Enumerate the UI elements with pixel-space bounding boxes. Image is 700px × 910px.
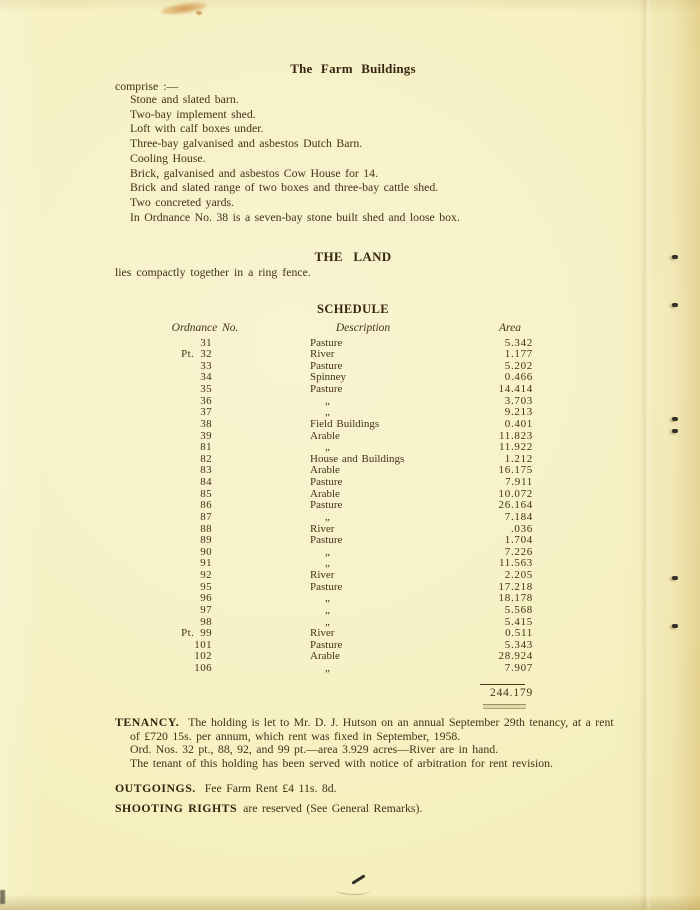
description-cell: Pasture bbox=[310, 534, 343, 547]
area-cell: 5.202 bbox=[504, 359, 533, 372]
description-cell: Pasture bbox=[310, 336, 343, 349]
list-item: In Ordnance No. 38 is a seven-bay stone built shed and loose box. bbox=[130, 209, 460, 224]
description-cell: Arable bbox=[310, 429, 340, 442]
ordnance-no: 101 bbox=[194, 638, 212, 651]
total-double-rule bbox=[483, 704, 526, 709]
ordnance-no-cell bbox=[130, 663, 212, 675]
area-cell: 11.922 bbox=[498, 441, 533, 454]
description-cell: House and Buildings bbox=[310, 452, 405, 465]
table-row bbox=[130, 547, 533, 559]
shooting-rights-label: SHOOTING RIGHTS bbox=[115, 801, 238, 815]
area-cell: 16.175 bbox=[498, 464, 533, 477]
area-cell: 7.184 bbox=[504, 510, 533, 523]
rust-stain-dot bbox=[196, 11, 202, 15]
ordnance-no: 106 bbox=[194, 662, 212, 674]
ordnance-no: 95 bbox=[200, 580, 212, 593]
description-cell: „ bbox=[325, 406, 330, 419]
area-cell: 5.342 bbox=[504, 336, 533, 349]
table-row bbox=[130, 419, 533, 431]
ordnance-no: 88 bbox=[200, 522, 212, 535]
ordnance-no: 34 bbox=[200, 371, 212, 384]
area-cell: 3.703 bbox=[504, 394, 533, 407]
list-item: Two concreted yards. bbox=[130, 194, 235, 209]
table-row bbox=[130, 349, 533, 361]
area-cell: 28.924 bbox=[498, 650, 533, 663]
pt-prefix: Pt. bbox=[181, 348, 195, 361]
rust-stain bbox=[159, 0, 208, 17]
ordnance-no: 35 bbox=[200, 383, 212, 395]
description-cell: River bbox=[310, 522, 335, 535]
ordnance-no: 90 bbox=[200, 545, 212, 558]
description-cell: „ bbox=[325, 662, 330, 674]
description-cell: Pasture bbox=[310, 359, 343, 372]
shooting-rights-text: are reserved (See General Remarks). bbox=[243, 801, 423, 815]
description-cell: „ bbox=[325, 557, 330, 570]
ordnance-no: 97 bbox=[200, 603, 212, 616]
description-cell: „ bbox=[325, 615, 330, 628]
area-cell: 1.704 bbox=[504, 534, 533, 547]
area-cell: 5.415 bbox=[504, 615, 533, 628]
description-cell: Arable bbox=[310, 464, 340, 477]
description-cell: Pasture bbox=[310, 580, 343, 593]
list-item: Brick and slated range of two boxes and three-bay cattle shed. bbox=[130, 180, 439, 195]
area-cell: 26.164 bbox=[498, 499, 533, 512]
table-row bbox=[130, 651, 533, 663]
binding-mark bbox=[672, 429, 678, 433]
ordnance-no: 99 bbox=[200, 627, 212, 640]
description-cell: „ bbox=[325, 592, 330, 605]
tenancy-note-1: Ord. Nos. 32 pt., 88, 92, and 99 pt.—area 3.929 acres—River are in hand. bbox=[130, 742, 499, 757]
table-row bbox=[130, 431, 533, 443]
ordnance-no: 84 bbox=[200, 476, 212, 488]
description-cell: Pasture bbox=[310, 638, 343, 651]
tenancy-note-2: The tenant of this holding has been served with notice of arbitration for rent revision. bbox=[130, 755, 553, 770]
ordnance-no: 92 bbox=[200, 569, 212, 581]
schedule-table bbox=[130, 322, 533, 722]
table-row bbox=[130, 605, 533, 617]
the-land-heading: THE LAND bbox=[314, 249, 392, 264]
shooting-rights-section bbox=[115, 801, 422, 816]
area-cell: 1.177 bbox=[504, 348, 533, 361]
binding-mark bbox=[672, 624, 678, 628]
tenancy-label: TENANCY. bbox=[115, 715, 180, 729]
table-row bbox=[130, 663, 533, 675]
list-item: Cooling House. bbox=[130, 150, 206, 165]
pt-prefix: Pt. bbox=[181, 627, 195, 640]
schedule-rows bbox=[130, 338, 533, 675]
ordnance-no: 82 bbox=[200, 452, 212, 465]
area-cell: 17.218 bbox=[498, 580, 533, 593]
area-cell: 0.466 bbox=[504, 371, 533, 384]
description-cell: „ bbox=[325, 441, 330, 454]
table-row bbox=[130, 396, 533, 408]
ordnance-no: 36 bbox=[200, 394, 212, 407]
outgoings-text: Fee Farm Rent £4 11s. 8d. bbox=[204, 781, 337, 795]
area-cell: 2.205 bbox=[504, 569, 533, 581]
area-cell: 14.414 bbox=[498, 383, 533, 395]
table-row bbox=[130, 570, 533, 582]
description-cell: Spinney bbox=[310, 371, 347, 384]
description-cell: „ bbox=[325, 545, 330, 558]
description-cell: „ bbox=[325, 603, 330, 616]
table-row bbox=[130, 593, 533, 605]
schedule-heading: SCHEDULE bbox=[317, 302, 389, 316]
tenancy-line-2: of £720 15s. per annum, which rent was fixed in September, 1958. bbox=[130, 728, 461, 743]
description-cell: Pasture bbox=[310, 383, 343, 395]
description-cell: „ bbox=[325, 510, 330, 523]
ordnance-no: 98 bbox=[200, 615, 212, 628]
ordnance-no: 89 bbox=[200, 534, 212, 547]
area-cell: 10.072 bbox=[498, 487, 533, 500]
ordnance-no: 33 bbox=[200, 359, 212, 372]
outgoings-label: OUTGOINGS. bbox=[115, 781, 196, 795]
area-cell: .036 bbox=[510, 522, 533, 535]
column-header-area: Area bbox=[499, 322, 521, 334]
area-cell: 7.907 bbox=[504, 662, 533, 674]
comprise-line: comprise :— bbox=[115, 79, 179, 93]
pen-mark bbox=[351, 874, 365, 884]
ordnance-no: 39 bbox=[200, 429, 212, 442]
table-row bbox=[130, 628, 533, 640]
ordnance-no: 102 bbox=[194, 650, 212, 663]
description-cell: Pasture bbox=[310, 476, 343, 488]
ordnance-no: 96 bbox=[200, 592, 212, 605]
area-cell: 11.823 bbox=[498, 429, 533, 442]
area-cell: 7.226 bbox=[504, 545, 533, 558]
column-header-description: Description bbox=[335, 322, 391, 334]
ordnance-no: 85 bbox=[200, 487, 212, 500]
description-cell: River bbox=[310, 627, 335, 640]
description-cell: River bbox=[310, 569, 335, 581]
tenancy-section bbox=[115, 716, 614, 770]
pen-hairline bbox=[336, 885, 371, 896]
binding-mark bbox=[672, 576, 678, 580]
table-row bbox=[130, 582, 533, 594]
description-cell: Pasture bbox=[310, 499, 343, 512]
area-cell: 18.178 bbox=[498, 592, 533, 605]
outgoings-section bbox=[115, 781, 337, 796]
area-cell: 0.401 bbox=[504, 417, 533, 430]
area-cell: 7.911 bbox=[505, 476, 533, 488]
edge-spot bbox=[0, 890, 5, 904]
total-area: 244.179 bbox=[490, 687, 533, 699]
binding-mark bbox=[672, 417, 678, 421]
description-cell: „ bbox=[325, 394, 330, 407]
list-item: Two-bay implement shed. bbox=[130, 106, 256, 121]
ordnance-no: 91 bbox=[200, 557, 212, 570]
ordnance-no: 81 bbox=[200, 441, 212, 454]
farm-buildings-heading: The Farm Buildings bbox=[290, 61, 416, 76]
list-item: Three-bay galvanised and asbestos Dutch Barn. bbox=[130, 136, 363, 151]
area-cell: 9.213 bbox=[504, 406, 533, 419]
paper-crease bbox=[640, 0, 652, 910]
description-cell: Field Buildings bbox=[310, 417, 380, 430]
description-cell: River bbox=[310, 348, 335, 361]
table-row bbox=[130, 442, 533, 454]
total-rule bbox=[480, 684, 525, 685]
tenancy-line-1: TENANCY. The holding is let to Mr. D. J. Hutson on an annual September 29th tenancy, at a rent bbox=[115, 715, 614, 729]
ordnance-no: 83 bbox=[200, 464, 212, 477]
description-cell: Arable bbox=[310, 650, 340, 663]
ordnance-no: 38 bbox=[200, 417, 212, 430]
list-item: Brick, galvanised and asbestos Cow House for 14. bbox=[130, 165, 379, 180]
table-row bbox=[130, 535, 533, 547]
table-row bbox=[130, 384, 533, 396]
area-cell: 0.511 bbox=[505, 627, 533, 640]
ordnance-no: 37 bbox=[200, 406, 212, 419]
farm-buildings-list bbox=[130, 92, 460, 224]
area-cell: 5.568 bbox=[504, 603, 533, 616]
the-land-text: lies compactly together in a ring fence. bbox=[115, 265, 311, 279]
table-row bbox=[130, 500, 533, 512]
area-cell: 1.212 bbox=[504, 452, 533, 465]
ordnance-no: 32 bbox=[200, 348, 212, 361]
area-cell: 11.563 bbox=[498, 557, 533, 570]
list-item: Stone and slated barn. bbox=[130, 92, 239, 106]
column-header-ordnance-no: Ordnance No. bbox=[171, 322, 239, 334]
ordnance-no: 86 bbox=[200, 499, 212, 512]
ordnance-no: 31 bbox=[200, 336, 212, 349]
area-cell: 5.343 bbox=[504, 638, 533, 651]
table-row bbox=[130, 512, 533, 524]
table-row bbox=[130, 477, 533, 489]
description-cell: Arable bbox=[310, 487, 340, 500]
ordnance-no: 87 bbox=[200, 510, 212, 523]
list-item: Loft with calf boxes under. bbox=[130, 121, 264, 136]
